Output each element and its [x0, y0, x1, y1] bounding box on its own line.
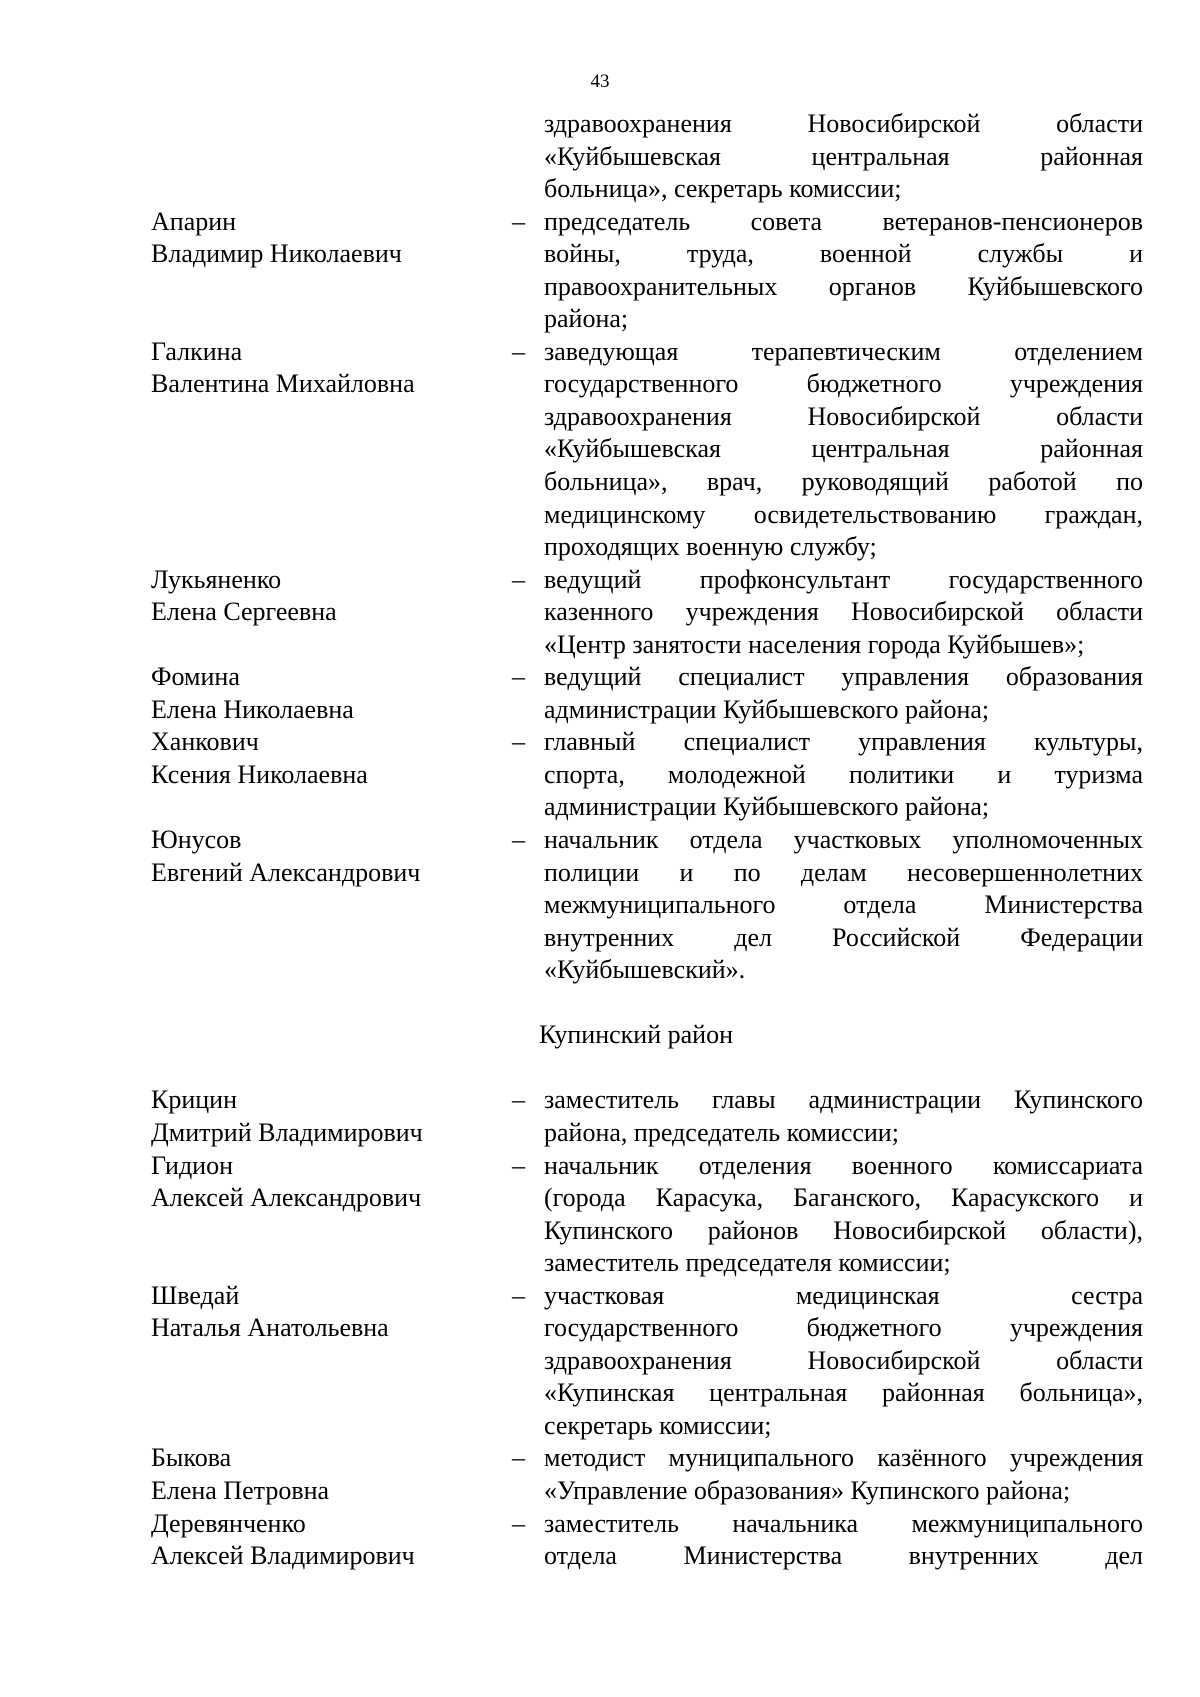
member-name: Дмитрий Владимирович [151, 1117, 423, 1147]
member-name: Ханкович [151, 727, 259, 757]
text-line [0, 1540, 1200, 1573]
text-line [0, 336, 1200, 369]
member-position-text: больница», врач, руководящий работой по [544, 467, 1143, 497]
member-position-text: заместитель председателя комиссии; [544, 1248, 951, 1278]
text-line [0, 1345, 1200, 1378]
text-line [0, 922, 1200, 955]
text-line [0, 499, 1200, 532]
member-position-text: «Куйбышевская центральная районная [544, 434, 1143, 464]
page-number: 43 [590, 71, 610, 92]
member-name: Галкина [151, 336, 243, 366]
member-name: Валентина Михайловна [151, 369, 415, 399]
entry-dash: – [512, 1150, 525, 1180]
member-name: Гидион [151, 1150, 234, 1180]
member-position-text: здравоохранения Новосибирской области [544, 109, 1143, 138]
member-position-text: здравоохранения Новосибирской области [544, 401, 1143, 431]
entry-dash: – [512, 1085, 525, 1115]
member-position-text: отдела Министерства внутренних дел [544, 1541, 1143, 1571]
member-name: Апарин [151, 206, 237, 236]
member-position-text: полиции и по делам несовершеннолетних [544, 857, 1143, 887]
text-line [0, 368, 1200, 401]
entry-dash: – [512, 336, 525, 366]
text-line [0, 1247, 1200, 1280]
member-position-text: казенного учреждения Новосибирской области [544, 597, 1143, 627]
text-line [0, 303, 1200, 336]
text-line [0, 206, 1200, 239]
member-position-text: заместитель главы администрации Купинского [544, 1085, 1143, 1115]
member-position-text: «Управление образования» Купинского района; [544, 1475, 1071, 1505]
member-position-text: секретарь комиссии; [544, 1410, 772, 1440]
member-position-text: методист муниципального казённого учреждения [544, 1443, 1143, 1473]
member-position-text: ведущий профконсультант государственного [544, 564, 1143, 594]
member-position-text: района, председатель комиссии; [544, 1117, 899, 1147]
member-name: Алексей Александрович [151, 1183, 422, 1213]
text-line [0, 726, 1200, 759]
text-line [0, 629, 1200, 662]
member-position-text: председатель совета ветеранов-пенсионеров [544, 206, 1143, 236]
member-position-text: внутренних дел Российской Федерации [544, 922, 1143, 952]
text-line [0, 596, 1200, 629]
member-position-text: войны, труда, военной службы и [544, 239, 1143, 269]
section-heading-line [0, 1019, 1200, 1052]
text-line [0, 531, 1200, 564]
text-line [0, 108, 1200, 141]
member-position-text: ведущий специалист управления образования [544, 662, 1143, 692]
entry-dash: – [512, 727, 525, 757]
member-position-text: здравоохранения Новосибирской области [544, 1345, 1143, 1375]
entry-dash: – [512, 1443, 525, 1473]
text-line [0, 661, 1200, 694]
text-line [0, 1377, 1200, 1410]
text-line [0, 791, 1200, 824]
member-position-text: района; [544, 304, 629, 334]
member-name: Деревянченко [151, 1508, 306, 1538]
member-position-text: проходящих военную службу; [544, 532, 877, 562]
member-position-text: заместитель начальника межмуниципального [544, 1508, 1143, 1538]
member-position-text: «Центр занятости населения города Куйбышев»; [544, 629, 1085, 659]
text-line [0, 1442, 1200, 1475]
member-position-text: «Куйбышевский». [544, 955, 746, 985]
entry-dash: – [512, 825, 525, 855]
member-name: Ксения Николаевна [151, 759, 368, 789]
member-position-text: заведующая терапевтическим отделением [544, 336, 1143, 366]
member-position-text: межмуниципального отдела Министерства [544, 890, 1143, 920]
member-name: Крицин [151, 1085, 237, 1115]
member-position-text: главный специалист управления культуры, [544, 727, 1143, 757]
text-line [0, 271, 1200, 304]
member-name: Владимир Николаевич [151, 239, 402, 269]
member-name: Алексей Владимирович [151, 1541, 415, 1571]
text-line [0, 1215, 1200, 1248]
entry-dash: – [512, 206, 525, 236]
member-position-text: «Купинская центральная районная больница», [544, 1378, 1143, 1408]
entry-dash: – [512, 662, 525, 692]
member-name: Юнусов [151, 825, 242, 855]
blank-line [0, 1052, 1200, 1085]
member-position-text: государственного бюджетного учреждения [544, 1313, 1143, 1343]
text-line [0, 889, 1200, 922]
member-position-text: администрации Куйбышевского района; [544, 792, 990, 822]
section-heading: Купинский район [539, 1020, 733, 1050]
member-position-text: «Куйбышевская центральная районная [544, 141, 1143, 171]
member-name: Быкова [151, 1443, 232, 1473]
entry-dash: – [512, 1280, 525, 1310]
member-position-text: государственного бюджетного учреждения [544, 369, 1143, 399]
member-name: Евгений Александрович [151, 857, 421, 887]
member-position-text: спорта, молодежной политики и туризма [544, 759, 1143, 789]
member-list [0, 108, 1200, 1573]
text-line [0, 564, 1200, 597]
text-line [0, 433, 1200, 466]
text-line [0, 759, 1200, 792]
text-line [0, 1150, 1200, 1183]
member-name: Елена Николаевна [151, 694, 354, 724]
member-name: Лукьяненко [151, 564, 282, 594]
member-name: Шведай [151, 1280, 240, 1310]
text-line [0, 1410, 1200, 1443]
text-line [0, 1475, 1200, 1508]
text-line [0, 857, 1200, 890]
text-line [0, 1508, 1200, 1541]
text-line [0, 1280, 1200, 1313]
text-line [0, 954, 1200, 987]
entry-dash: – [512, 1508, 525, 1538]
text-line [0, 466, 1200, 499]
text-line [0, 141, 1200, 174]
text-line [0, 694, 1200, 727]
text-line [0, 1084, 1200, 1117]
text-line [0, 824, 1200, 857]
member-position-text: начальник отдела участковых уполномоченных [544, 825, 1143, 855]
member-position-text: администрации Куйбышевского района; [544, 694, 990, 724]
text-line [0, 1182, 1200, 1215]
member-position-text: (города Карасука, Баганского, Карасукского и [544, 1183, 1143, 1213]
text-line [0, 173, 1200, 206]
member-name: Фомина [151, 662, 240, 692]
blank-line [0, 987, 1200, 1020]
member-name: Елена Сергеевна [151, 597, 337, 627]
text-line [0, 1117, 1200, 1150]
member-position-text: больница», секретарь комиссии; [544, 174, 902, 204]
member-position-text: участковая медицинская сестра [544, 1280, 1143, 1310]
member-position-text: начальник отделения военного комиссариата [544, 1150, 1143, 1180]
member-position-text: правоохранительных органов Куйбышевского [544, 271, 1143, 301]
member-position-text: медицинскому освидетельствованию граждан, [544, 499, 1143, 529]
entry-dash: – [512, 564, 525, 594]
text-line [0, 238, 1200, 271]
text-line [0, 401, 1200, 434]
member-position-text: Купинского районов Новосибирской области), [544, 1215, 1143, 1245]
text-line [0, 1312, 1200, 1345]
member-name: Наталья Анатольевна [151, 1313, 389, 1343]
member-name: Елена Петровна [151, 1475, 330, 1505]
